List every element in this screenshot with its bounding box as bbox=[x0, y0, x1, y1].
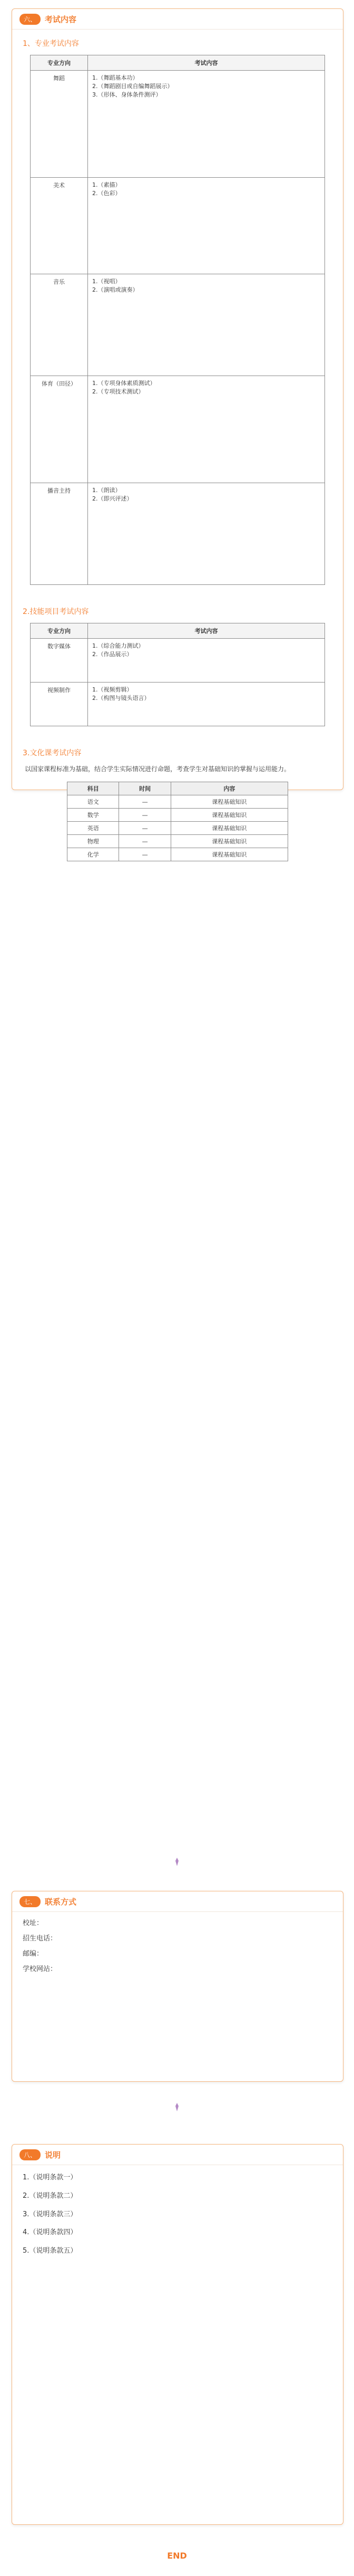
culture-content: 课程基础知识 bbox=[171, 835, 288, 848]
decorative-icon bbox=[172, 1857, 182, 1867]
note-item: 4.（说明条款四） bbox=[23, 2228, 77, 2237]
table-row bbox=[31, 274, 325, 376]
table2-subject-0: 数字媒体 bbox=[31, 639, 88, 683]
content-section-title: 考试内容 bbox=[45, 14, 77, 24]
table2-header-major: 专业方向 bbox=[31, 623, 88, 639]
notes-section-header bbox=[12, 2145, 343, 2165]
table-row bbox=[67, 822, 288, 835]
skill-content-title: 2.技能项目考试内容 bbox=[23, 608, 89, 616]
culture-subject: 语文 bbox=[67, 795, 119, 809]
professional-content-table bbox=[30, 55, 325, 585]
culture-content: 课程基础知识 bbox=[171, 795, 288, 809]
culture-content: 课程基础知识 bbox=[171, 822, 288, 835]
culture-subject: 物理 bbox=[67, 835, 119, 848]
table1-content-2: 1.（视唱） 2.（演唱或演奏） bbox=[88, 274, 325, 376]
table-row bbox=[31, 376, 325, 483]
notes-section-tag bbox=[19, 2149, 61, 2160]
culture-time: — bbox=[119, 795, 171, 809]
culture-time: — bbox=[119, 835, 171, 848]
table1-header-content: 考试内容 bbox=[88, 55, 325, 71]
culture-subject: 化学 bbox=[67, 848, 119, 861]
table1-subject-4: 播音主持 bbox=[31, 483, 88, 585]
table1-content-1: 1.（素描） 2.（色彩） bbox=[88, 178, 325, 274]
note-item: 3.（说明条款三） bbox=[23, 2210, 77, 2218]
contact-line-address: 校址： bbox=[23, 1919, 44, 1927]
contact-line-website: 学校网站： bbox=[23, 1965, 57, 1973]
contact-section-title: 联系方式 bbox=[45, 1897, 77, 1907]
table-row bbox=[67, 809, 288, 822]
notes-section-card bbox=[12, 2144, 343, 2525]
table-row bbox=[31, 683, 325, 726]
table2-content-1: 1.（视频剪辑） 2.（构图与镜头语言） bbox=[88, 683, 325, 726]
content-section-header bbox=[12, 9, 343, 30]
culture-time: — bbox=[119, 809, 171, 822]
table1-subject-0: 舞蹈 bbox=[31, 71, 88, 178]
table2-content-0: 1.（综合能力测试） 2.（作品展示） bbox=[88, 639, 325, 683]
contact-section-header bbox=[12, 1891, 343, 1912]
culture-subject: 英语 bbox=[67, 822, 119, 835]
table2-subject-1: 视频制作 bbox=[31, 683, 88, 726]
notes-section-title: 说明 bbox=[45, 2150, 61, 2160]
skill-content-table bbox=[30, 623, 325, 726]
end-marker: END bbox=[167, 2551, 187, 2561]
table1-subject-3: 体育（田径） bbox=[31, 376, 88, 483]
contact-line-phone: 招生电话： bbox=[23, 1935, 57, 1943]
culture-subject: 数学 bbox=[67, 809, 119, 822]
table1-content-3: 1.（专项身体素质测试） 2.（专项技术测试） bbox=[88, 376, 325, 483]
table1-content-0: 1.（舞蹈基本功） 2.（舞蹈剧目或自编舞蹈展示） 3.（形体、身体条件测评） bbox=[88, 71, 325, 178]
culture-description: 以国家课程标准为基础，结合学生实际情况进行命题，考查学生对基础知识的掌握与运用能力。 bbox=[25, 765, 291, 773]
table-row bbox=[31, 483, 325, 585]
contact-section-number: 七、 bbox=[19, 1896, 41, 1907]
contact-section-tag bbox=[19, 1896, 76, 1907]
contact-line-zipcode: 邮编： bbox=[23, 1950, 44, 1958]
table-row bbox=[31, 178, 325, 274]
culture-time: — bbox=[119, 848, 171, 861]
culture-schedule-table bbox=[67, 782, 288, 861]
professional-content-title: 1、专业考试内容 bbox=[23, 40, 79, 48]
table-row bbox=[67, 795, 288, 809]
culture-header-time: 时间 bbox=[119, 782, 171, 795]
culture-time: — bbox=[119, 822, 171, 835]
culture-header-subject: 科目 bbox=[67, 782, 119, 795]
table1-header-major: 专业方向 bbox=[31, 55, 88, 71]
decorative-icon bbox=[172, 2102, 182, 2112]
culture-content: 课程基础知识 bbox=[171, 809, 288, 822]
content-section-number: 六、 bbox=[19, 14, 41, 25]
table2-header-content: 考试内容 bbox=[88, 623, 325, 639]
culture-content: 课程基础知识 bbox=[171, 848, 288, 861]
table-row bbox=[67, 835, 288, 848]
table-row bbox=[31, 71, 325, 178]
table1-subject-2: 音乐 bbox=[31, 274, 88, 376]
notes-section-number: 八、 bbox=[19, 2149, 41, 2160]
culture-content-title: 3.文化课考试内容 bbox=[23, 749, 82, 757]
table-row bbox=[31, 639, 325, 683]
note-item: 5.（说明条款五） bbox=[23, 2247, 77, 2255]
table1-subject-1: 美术 bbox=[31, 178, 88, 274]
culture-header-content: 内容 bbox=[171, 782, 288, 795]
note-item: 2.（说明条款二） bbox=[23, 2191, 77, 2200]
content-section-card bbox=[12, 8, 343, 859]
content-section-tag bbox=[19, 14, 76, 25]
note-item: 1.（说明条款一） bbox=[23, 2174, 77, 2181]
table1-content-4: 1.（朗读） 2.（即兴评述） bbox=[88, 483, 325, 585]
table-row bbox=[67, 848, 288, 861]
contact-section-card bbox=[12, 1891, 343, 2082]
